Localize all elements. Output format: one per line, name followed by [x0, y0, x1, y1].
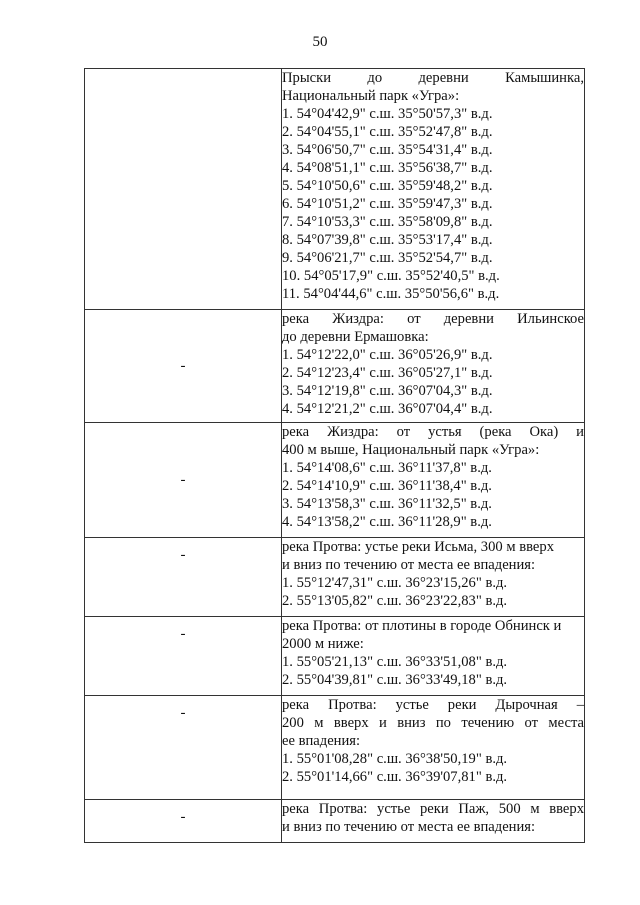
coordinate-point: 11. 54°04'44,6" с.ш. 35°50'56,6" в.д. [282, 286, 500, 302]
description-cell [282, 538, 585, 617]
description-cell [282, 310, 585, 423]
coordinate-point: 9. 54°06'21,7" с.ш. 35°52'54,7" в.д. [282, 250, 493, 266]
description-cell [282, 800, 585, 843]
left-cell [85, 69, 282, 310]
heading-line: до деревни Ермашовка: [282, 329, 429, 345]
heading-line: река Протва: от плотины в городе Обнинск и [282, 618, 562, 634]
heading-line: и вниз по течению от места ее впадения: [282, 557, 536, 573]
left-cell [85, 696, 282, 800]
coordinate-point: 5. 54°10'50,6" с.ш. 35°59'48,2" в.д. [282, 178, 493, 194]
page-number: 50 [312, 34, 328, 50]
coordinate-point: 2. 55°13'05,82" с.ш. 36°23'22,83" в.д. [282, 593, 508, 609]
coordinate-point: 2. 54°04'55,1" с.ш. 35°52'47,8" в.д. [282, 124, 493, 140]
table-row [85, 69, 585, 310]
coordinate-point: 3. 54°12'19,8" с.ш. 36°07'04,3" в.д. [282, 383, 493, 399]
description-cell [282, 423, 585, 538]
heading-line: и вниз по течению от места ее впадения: [282, 819, 536, 835]
description-cell [282, 69, 585, 310]
heading-line: ее впадения: [282, 733, 361, 749]
coordinate-point: 4. 54°13'58,2" с.ш. 36°11'28,9" в.д. [282, 514, 492, 530]
dash-mark: - [180, 809, 186, 825]
heading-line: река Протва: устье реки Исьма, 300 м вверх [282, 539, 554, 555]
heading-line: 200 м вверх и вниз по течению от места [282, 715, 584, 731]
table-row [85, 538, 585, 617]
heading-line: река Протва: устье реки Дырочная – [282, 697, 584, 713]
coordinate-point: 4. 54°08'51,1" с.ш. 35°56'38,7" в.д. [282, 160, 493, 176]
table-row [85, 617, 585, 696]
dash-mark: - [180, 705, 186, 721]
heading-line: река Жиздра: от устья (река Ока) и [282, 424, 584, 440]
coordinate-point: 1. 54°14'08,6" с.ш. 36°11'37,8" в.д. [282, 460, 492, 476]
dash-mark: - [180, 358, 186, 374]
table-row [85, 696, 585, 800]
left-cell [85, 423, 282, 538]
coordinate-point: 2. 54°12'23,4" с.ш. 36°05'27,1" в.д. [282, 365, 493, 381]
description-cell [282, 617, 585, 696]
coordinate-point: 1. 55°05'21,13" с.ш. 36°33'51,08" в.д. [282, 654, 508, 670]
coordinate-point: 10. 54°05'17,9" с.ш. 35°52'40,5" в.д. [282, 268, 500, 284]
dash-mark: - [180, 547, 186, 563]
coordinate-point: 2. 54°14'10,9" с.ш. 36°11'38,4" в.д. [282, 478, 492, 494]
coordinate-point: 1. 54°04'42,9" с.ш. 35°50'57,3" в.д. [282, 106, 493, 122]
coordinate-point: 8. 54°07'39,8" с.ш. 35°53'17,4" в.д. [282, 232, 493, 248]
dash-mark: - [180, 626, 186, 642]
coordinate-point: 7. 54°10'53,3" с.ш. 35°58'09,8" в.д. [282, 214, 493, 230]
heading-line: Прыски до деревни Камышинка, [282, 70, 584, 86]
coordinate-point: 1. 54°12'22,0" с.ш. 36°05'26,9" в.д. [282, 347, 493, 363]
left-cell [85, 800, 282, 843]
left-cell [85, 310, 282, 423]
coordinates-table [84, 68, 585, 843]
table-row [85, 310, 585, 423]
left-cell [85, 617, 282, 696]
coordinate-point: 1. 55°01'08,28" с.ш. 36°38'50,19" в.д. [282, 751, 508, 767]
coordinate-point: 6. 54°10'51,2" с.ш. 35°59'47,3" в.д. [282, 196, 493, 212]
coordinate-point: 3. 54°06'50,7" с.ш. 35°54'31,4" в.д. [282, 142, 493, 158]
coordinate-point: 2. 55°04'39,81" с.ш. 36°33'49,18" в.д. [282, 672, 508, 688]
coordinate-point: 2. 55°01'14,66" с.ш. 36°39'07,81" в.д. [282, 769, 508, 785]
left-cell [85, 538, 282, 617]
coordinate-point: 1. 55°12'47,31" с.ш. 36°23'15,26" в.д. [282, 575, 508, 591]
coordinate-point: 4. 54°12'21,2" с.ш. 36°07'04,4" в.д. [282, 401, 493, 417]
table-row [85, 800, 585, 843]
heading-line: 400 м выше, Национальный парк «Угра»: [282, 442, 540, 458]
coordinate-point: 3. 54°13'58,3" с.ш. 36°11'32,5" в.д. [282, 496, 492, 512]
description-cell [282, 696, 585, 800]
heading-line: река Протва: устье реки Паж, 500 м вверх [282, 801, 584, 817]
heading-line: Национальный парк «Угра»: [282, 88, 460, 104]
heading-line: река Жиздра: от деревни Ильинское [282, 311, 584, 327]
table-row [85, 423, 585, 538]
heading-line: 2000 м ниже: [282, 636, 364, 652]
dash-mark: - [180, 472, 186, 488]
